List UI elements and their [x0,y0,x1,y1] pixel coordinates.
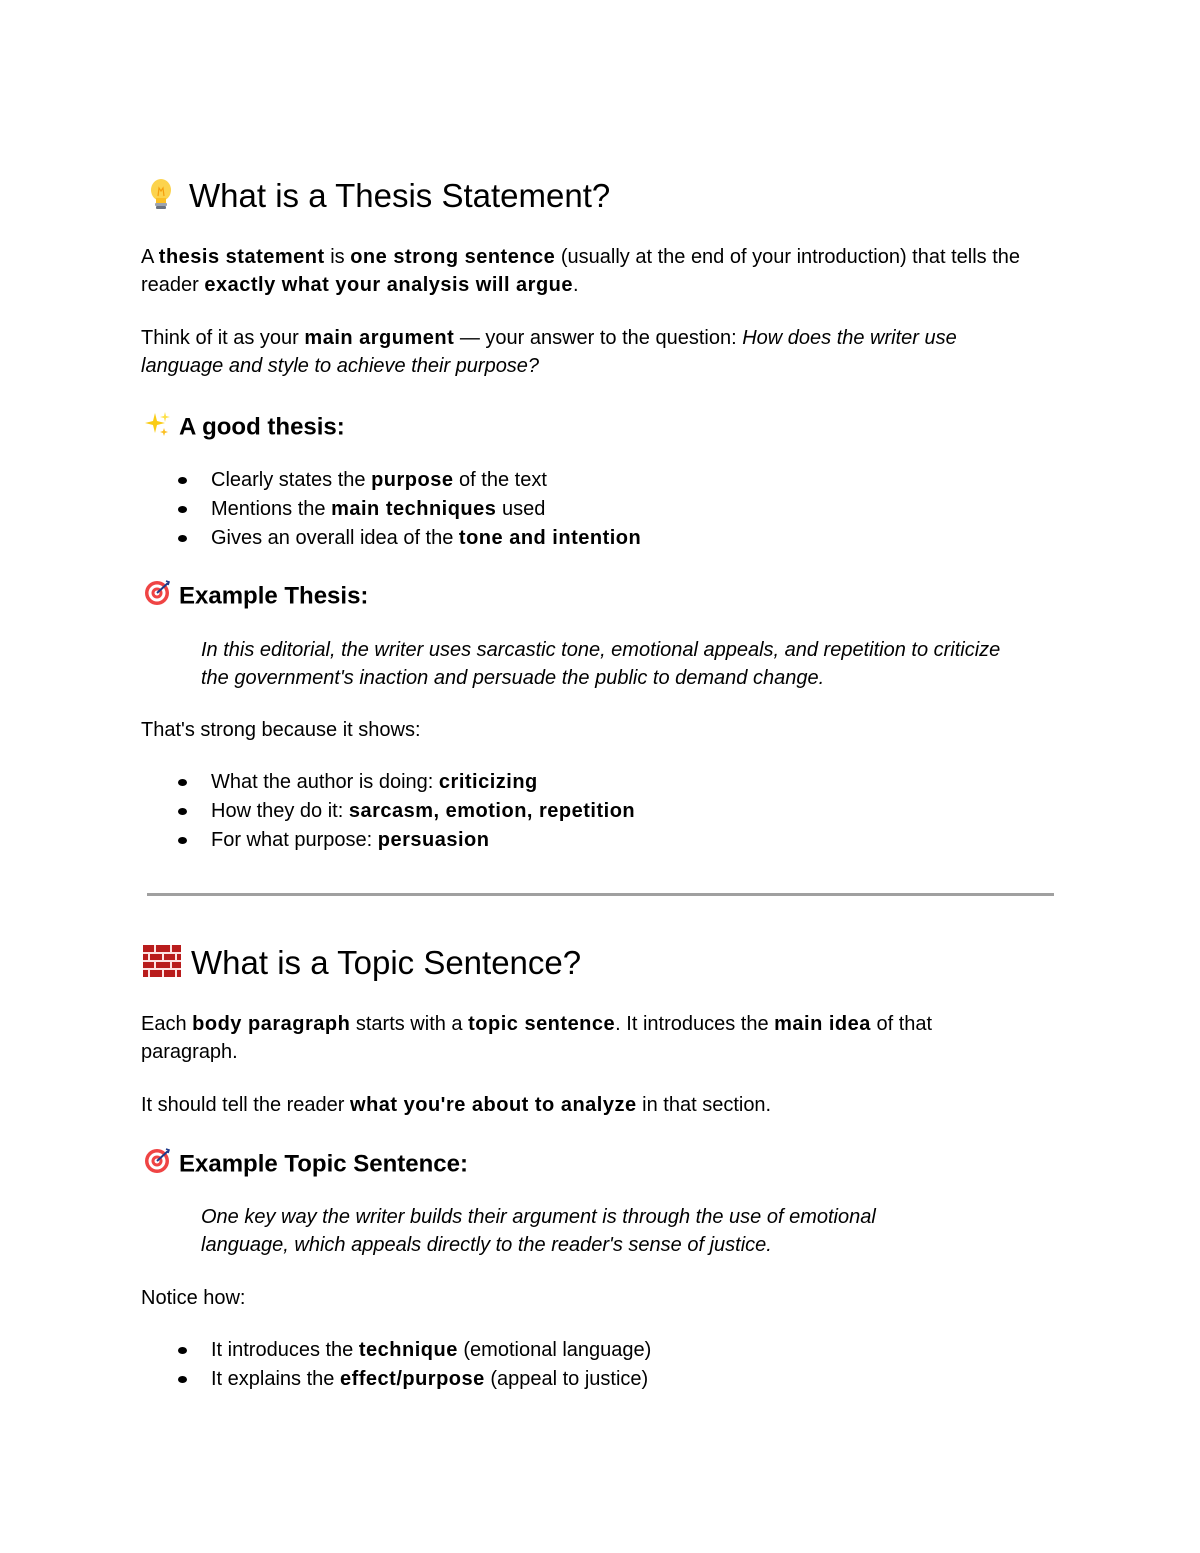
example-topic-heading: Example Topic Sentence: [143,1147,468,1183]
bullet [178,477,187,484]
lightbulb-icon [143,176,179,221]
bullet [178,808,187,815]
list-item: Mentions the main techniques used [141,495,641,524]
bullet [178,837,187,844]
list-item: What the author is doing: criticizing [141,768,635,797]
bricks-icon [143,943,181,988]
topic-definition: Each body paragraph starts with a topic sentence. It introduces the main idea of that paragraph. [141,1013,933,1063]
bullet [178,1347,187,1354]
bullet [178,779,187,786]
topic-tell-paragraph: It should tell the reader what you're about to analyze in that section. [141,1094,772,1116]
example-thesis-quote: In this editorial, the writer uses sarcastic tone, emotional appeals, and repetition to criticize the government's inaction and persuade the public to demand change. [201,639,1001,689]
list-item: Clearly states the purpose of the text [141,466,641,495]
notice-list [141,1336,651,1394]
section-title-thesis [143,176,610,221]
bullet [178,535,187,542]
list-item: For what purpose: persuasion [141,826,635,855]
list-item: Gives an overall idea of the tone and intention [141,524,641,553]
example-topic-quote: One key way the writer builds their argument is through the use of emotional language, which appeals directly to the reader's sense of justice. [201,1206,876,1256]
example-thesis-heading: Example Thesis: [143,579,368,615]
list-item: It introduces the technique (emotional language) [141,1336,651,1365]
target-icon [143,1147,171,1183]
target-icon [143,579,171,615]
main-argument-paragraph: Think of it as your main argument — your answer to the question: How does the writer use language and style to achieve their purpose? [141,327,957,377]
strong-reasons-list [141,768,635,855]
strong-because-text: That's strong because it shows: [141,719,421,741]
bullet [178,506,187,513]
list-item: How they do it: sarcasm, emotion, repetition [141,797,635,826]
good-thesis-heading: A good thesis: [143,410,345,446]
sparkles-icon [143,410,171,446]
section-title-topic [143,943,581,988]
notice-how-text: Notice how: [141,1287,246,1309]
section-title-text: What is a Topic Sentence? [191,944,582,982]
thesis-definition: A thesis statement is one strong sentence (usually at the end of your introduction) that tells the reader exactly what your analysis will argue. [141,246,1021,296]
bullet [178,1376,187,1383]
list-item: It explains the effect/purpose (appeal to justice) [141,1365,651,1394]
section-divider [147,893,1054,896]
section-title-text: What is a Thesis Statement? [189,177,611,215]
good-thesis-list [141,466,641,553]
